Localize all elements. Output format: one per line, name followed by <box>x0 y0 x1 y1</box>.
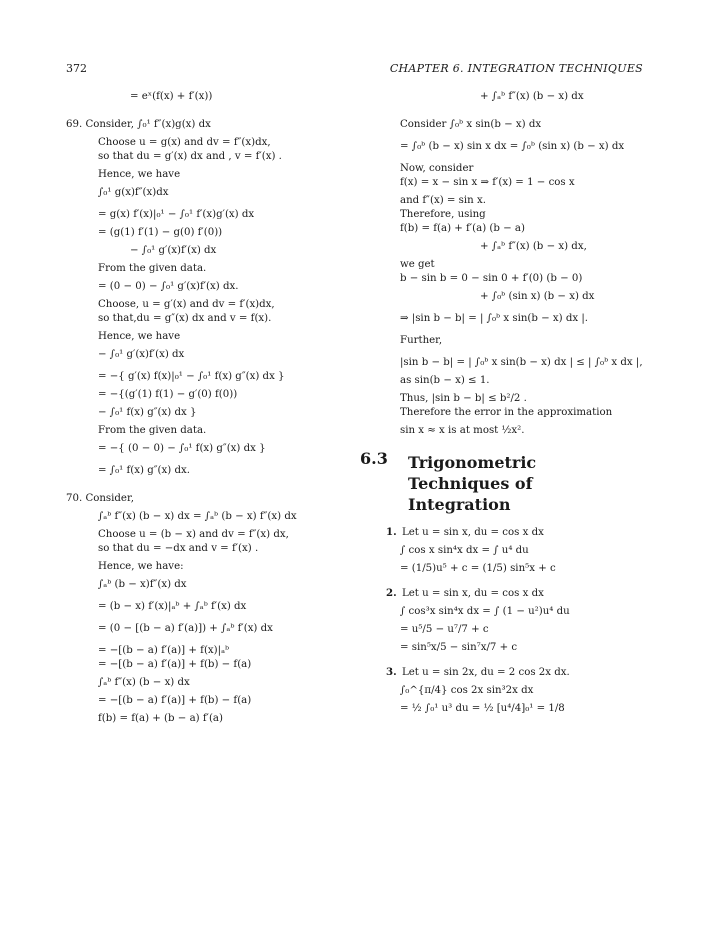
math-line: = g(x) f′(x)|₀¹ − ∫₀¹ f′(x)g′(x) dx <box>98 209 255 220</box>
page-number: 372 <box>66 62 87 75</box>
math-line: Therefore, using <box>400 209 486 220</box>
exercise-number: 2. <box>386 587 397 599</box>
exercise-item <box>386 586 645 655</box>
math-line: = ½ ∫₀¹ u³ du = ½ [u⁴/4]₀¹ = 1/8 <box>400 703 565 714</box>
math-line: = −[(b − a) f′(a)] + f(b) − f(a) <box>98 695 252 706</box>
math-line: 70. Consider, <box>66 493 134 504</box>
math-line: − ∫₀¹ f(x) g″(x) dx } <box>98 407 197 418</box>
math-line: Hence, we have <box>98 331 181 342</box>
math-line: Hence, we have: <box>98 561 184 572</box>
math-line: + ∫ₐᵇ f″(x) (b − x) dx, <box>480 241 587 252</box>
math-line: f(b) = f(a) + f′(a) (b − a) <box>400 223 525 234</box>
math-line: ∫ cos³x sin⁴x dx = ∫ (1 − u²)u⁴ du <box>400 606 570 617</box>
math-line: and f″(x) = sin x. <box>400 195 486 206</box>
math-line: so that,du = g″(x) dx and v = f(x). <box>98 313 272 324</box>
math-line: 69. Consider, ∫₀¹ f″(x)g(x) dx <box>66 119 211 130</box>
math-line: = (0 − [(b − a) f′(a)]) + ∫ₐᵇ f′(x) dx <box>98 623 273 634</box>
math-line: Further, <box>400 335 443 346</box>
math-line: + ∫ₐᵇ f″(x) (b − x) dx <box>480 91 584 102</box>
math-line: so that du = −dx and v = f′(x) . <box>98 543 259 554</box>
math-line: Choose u = g(x) and dv = f″(x)dx, <box>98 137 271 148</box>
math-line: so that du = g′(x) dx and , v = f′(x) . <box>98 151 282 162</box>
math-line: Now, consider <box>400 163 474 174</box>
math-line: f(b) = f(a) + (b − a) f′(a) <box>98 713 223 724</box>
math-line: = −{ (0 − 0) − ∫₀¹ f(x) g″(x) dx } <box>98 443 266 454</box>
chapter-header: CHAPTER 6. INTEGRATION TECHNIQUES <box>389 62 643 75</box>
math-line: − ∫₀¹ g′(x)f′(x) dx <box>98 349 185 360</box>
math-line: = ∫₀ᵇ (b − x) sin x dx = ∫₀ᵇ (sin x) (b − x) dx <box>400 141 625 152</box>
math-line: Choose, u = g′(x) and dv = f′(x)dx, <box>98 299 275 310</box>
right-column <box>360 90 645 716</box>
math-line: From the given data. <box>98 263 207 274</box>
math-line: = (g(1) f′(1) − g(0) f′(0)) <box>98 227 223 238</box>
math-line: Therefore the error in the approximation <box>400 407 613 418</box>
math-line: = (1/5)u⁵ + c = (1/5) sin⁵x + c <box>400 563 556 574</box>
math-line: = (b − x) f′(x)|ₐᵇ + ∫ₐᵇ f′(x) dx <box>98 601 247 612</box>
math-line: Let u = sin x, du = cos x dx <box>402 588 544 599</box>
math-line: Let u = sin x, du = cos x dx <box>402 527 544 538</box>
math-line: Thus, |sin b − b| ≤ b²/2 . <box>400 393 527 404</box>
math-line: b − sin b = 0 − sin 0 + f′(0) (b − 0) <box>400 273 583 284</box>
math-line: + ∫₀ᵇ (sin x) (b − x) dx <box>480 291 595 302</box>
math-line: = (0 − 0) − ∫₀¹ g′(x)f′(x) dx. <box>98 281 239 292</box>
math-line: = ∫₀¹ f(x) g″(x) dx. <box>98 465 190 476</box>
math-line: Consider ∫₀ᵇ x sin(b − x) dx <box>400 119 542 130</box>
math-line: ∫ₐᵇ f″(x) (b − x) dx = ∫ₐᵇ (b − x) f″(x) dx <box>98 511 297 522</box>
math-line: f(x) = x − sin x ⇒ f′(x) = 1 − cos x <box>400 177 575 188</box>
math-line: sin x ≈ x is at most ½x². <box>400 425 525 436</box>
section-title-line: Integration <box>408 495 511 514</box>
right-solution-lines <box>400 90 645 438</box>
math-line: = −{ g′(x) f(x)|₀¹ − ∫₀¹ f(x) g″(x) dx } <box>98 371 285 382</box>
math-line: = −{(g′(1) f(1) − g′(0) f(0)) <box>98 389 238 400</box>
math-line: ∫ₐᵇ (b − x)f″(x) dx <box>98 579 187 590</box>
exercise-list <box>386 525 645 716</box>
math-line: Hence, we have <box>98 169 181 180</box>
section-number: 6.3 <box>360 449 388 468</box>
exercise-number: 3. <box>386 666 397 678</box>
math-line: as sin(b − x) ≤ 1. <box>400 375 490 386</box>
math-line: = −[(b − a) f′(a)] + f(x)|ₐᵇ <box>98 645 230 656</box>
math-line: = u⁵/5 − u⁷/7 + c <box>400 624 489 635</box>
section-title-line: Trigonometric <box>408 453 537 472</box>
math-line: Let u = sin 2x, du = 2 cos 2x dx. <box>402 667 570 678</box>
exercise-number: 1. <box>386 526 397 538</box>
math-line: = sin⁵x/5 − sin⁷x/7 + c <box>400 642 518 653</box>
left-column <box>66 90 356 726</box>
math-line: Choose u = (b − x) and dv = f″(x) dx, <box>98 529 289 540</box>
math-line: − ∫₀¹ g′(x)f′(x) dx <box>130 245 217 256</box>
math-line: ∫₀^{π/4} cos 2x sin³2x dx <box>400 685 534 696</box>
section-title-line: Techniques of <box>408 474 533 493</box>
section-heading <box>360 449 645 515</box>
math-line: ⇒ |sin b − b| = | ∫₀ᵇ x sin(b − x) dx |. <box>400 313 589 324</box>
math-line: |sin b − b| = | ∫₀ᵇ x sin(b − x) dx | ≤ | ∫₀ᵇ x dx |, <box>400 357 643 368</box>
math-line: = eˣ(f(x) + f′(x)) <box>130 91 213 102</box>
exercise-item <box>386 665 645 716</box>
math-line: ∫ₐᵇ f″(x) (b − x) dx <box>98 677 190 688</box>
math-line: ∫₀¹ g(x)f″(x)dx <box>98 187 169 198</box>
math-line: ∫ cos x sin⁴x dx = ∫ u⁴ du <box>400 545 529 556</box>
math-line: = −[(b − a) f′(a)] + f(b) − f(a) <box>98 659 252 670</box>
exercise-item <box>386 525 645 576</box>
math-line: we get <box>400 259 435 270</box>
math-line: From the given data. <box>98 425 207 436</box>
